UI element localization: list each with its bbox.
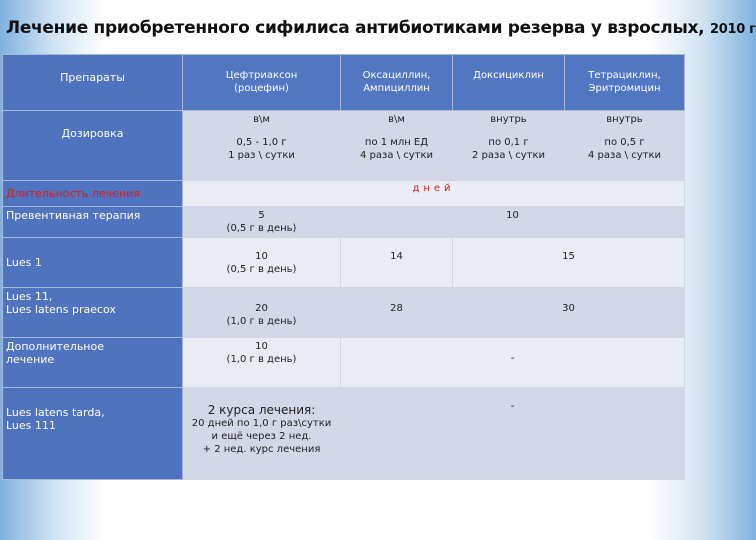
header-tetracycline-l2: Эритромицин bbox=[588, 83, 661, 94]
row-label-lues2 bbox=[3, 288, 183, 338]
treatment-table bbox=[2, 54, 685, 480]
title-year: 2010 г bbox=[709, 22, 756, 37]
dosage-frequency: 4 раза \ сутки bbox=[360, 150, 433, 161]
table-row bbox=[3, 338, 685, 388]
cell-dose: (0,5 г в день) bbox=[226, 223, 297, 234]
header-ceftriaxone-l2: (роцефин) bbox=[234, 83, 289, 94]
cell-lues2-rest: 30 bbox=[453, 288, 685, 338]
row-label-late-l2: Lues 111 bbox=[6, 419, 56, 432]
table-row bbox=[3, 388, 685, 480]
dosage-cell-3 bbox=[453, 111, 565, 181]
dosage-frequency: 2 раза \ сутки bbox=[472, 150, 545, 161]
dosage-route: в\м bbox=[388, 114, 405, 125]
header-oxacillin bbox=[341, 55, 453, 111]
cell-preventive-ceftriaxone bbox=[183, 207, 341, 238]
header-oxacillin-l1: Оксациллин, bbox=[362, 70, 431, 81]
dosage-frequency: 1 раз \ сутки bbox=[228, 150, 295, 161]
duration-row bbox=[3, 181, 685, 207]
dosage-route: внутрь bbox=[606, 114, 643, 125]
cell-days: 20 bbox=[255, 303, 268, 314]
cell-lues1-rest: 15 bbox=[453, 238, 685, 288]
header-ceftriaxone-l1: Цефтриаксон bbox=[225, 70, 298, 81]
header-doxycycline: Доксициклин bbox=[453, 55, 565, 111]
dosage-row bbox=[3, 111, 685, 181]
dosage-route: внутрь bbox=[490, 114, 527, 125]
cell-extra-ceftriaxone bbox=[183, 338, 341, 388]
dosage-amount: по 1 млн ЕД bbox=[364, 137, 429, 148]
cell-dose: (0,5 г в день) bbox=[226, 264, 297, 275]
cell-dose: (1,0 г в день) bbox=[226, 354, 297, 365]
table-row bbox=[3, 207, 685, 238]
row-label-extra bbox=[3, 338, 183, 388]
dosage-cell-2 bbox=[341, 111, 453, 181]
header-ceftriaxone bbox=[183, 55, 341, 111]
cell-days: 10 bbox=[255, 341, 268, 352]
row-label-late bbox=[3, 388, 183, 480]
cell-preventive-rest: 10 bbox=[341, 207, 685, 238]
row-label-extra-l2: лечение bbox=[6, 353, 55, 366]
dosage-route: в\м bbox=[253, 114, 270, 125]
dosage-amount: 0,5 - 1,0 г bbox=[236, 137, 287, 148]
cell-late-ceftriaxone bbox=[183, 388, 341, 480]
cell-dose: (1,0 г в день) bbox=[226, 316, 297, 327]
title-text: Лечение приобретенного сифилиса антибиотиками резерва у взрослых, bbox=[6, 18, 705, 38]
table-row bbox=[3, 288, 685, 338]
dosage-cell-4 bbox=[565, 111, 685, 181]
header-oxacillin-l2: Ампициллин bbox=[363, 83, 430, 94]
dosage-label: Дозировка bbox=[3, 111, 183, 181]
row-label-late-l1: Lues latens tarda, bbox=[6, 406, 105, 419]
table-row bbox=[3, 238, 685, 288]
cell-late-courses: 2 курса лечения: bbox=[207, 403, 316, 417]
cell-late-line4: + 2 нед. курс лечения bbox=[202, 444, 321, 455]
cell-days: 10 bbox=[255, 251, 268, 262]
duration-label: Длительность лечения bbox=[3, 181, 183, 207]
cell-days: 5 bbox=[258, 210, 265, 221]
header-tetracycline bbox=[565, 55, 685, 111]
header-drugs: Препараты bbox=[3, 55, 183, 111]
dosage-amount: по 0,5 г bbox=[604, 137, 645, 148]
header-tetracycline-l1: Тетрациклин, bbox=[588, 70, 661, 81]
row-label-lues2-l2: Lues latens praecox bbox=[6, 303, 116, 316]
dosage-amount: по 0,1 г bbox=[488, 137, 529, 148]
duration-unit: дней bbox=[183, 181, 685, 207]
dosage-cell-1 bbox=[183, 111, 341, 181]
cell-lues2-ceftriaxone bbox=[183, 288, 341, 338]
header-row bbox=[3, 55, 685, 111]
cell-extra-rest: - bbox=[341, 338, 685, 388]
cell-lues1-oxacillin: 14 bbox=[341, 238, 453, 288]
cell-lues2-oxacillin: 28 bbox=[341, 288, 453, 338]
cell-late-rest: - bbox=[341, 388, 685, 480]
row-label-extra-l1: Дополнительное bbox=[6, 340, 104, 353]
cell-lues1-ceftriaxone bbox=[183, 238, 341, 288]
row-label-lues1: Lues 1 bbox=[3, 238, 183, 288]
cell-late-line2: 20 дней по 1,0 г раз\сутки bbox=[191, 418, 332, 429]
row-label-preventive: Превентивная терапия bbox=[3, 207, 183, 238]
page-title bbox=[6, 18, 756, 38]
dosage-frequency: 4 раза \ сутки bbox=[588, 150, 661, 161]
row-label-lues2-l1: Lues 11, bbox=[6, 290, 53, 303]
cell-late-line3: и ещё через 2 нед. bbox=[211, 431, 312, 442]
